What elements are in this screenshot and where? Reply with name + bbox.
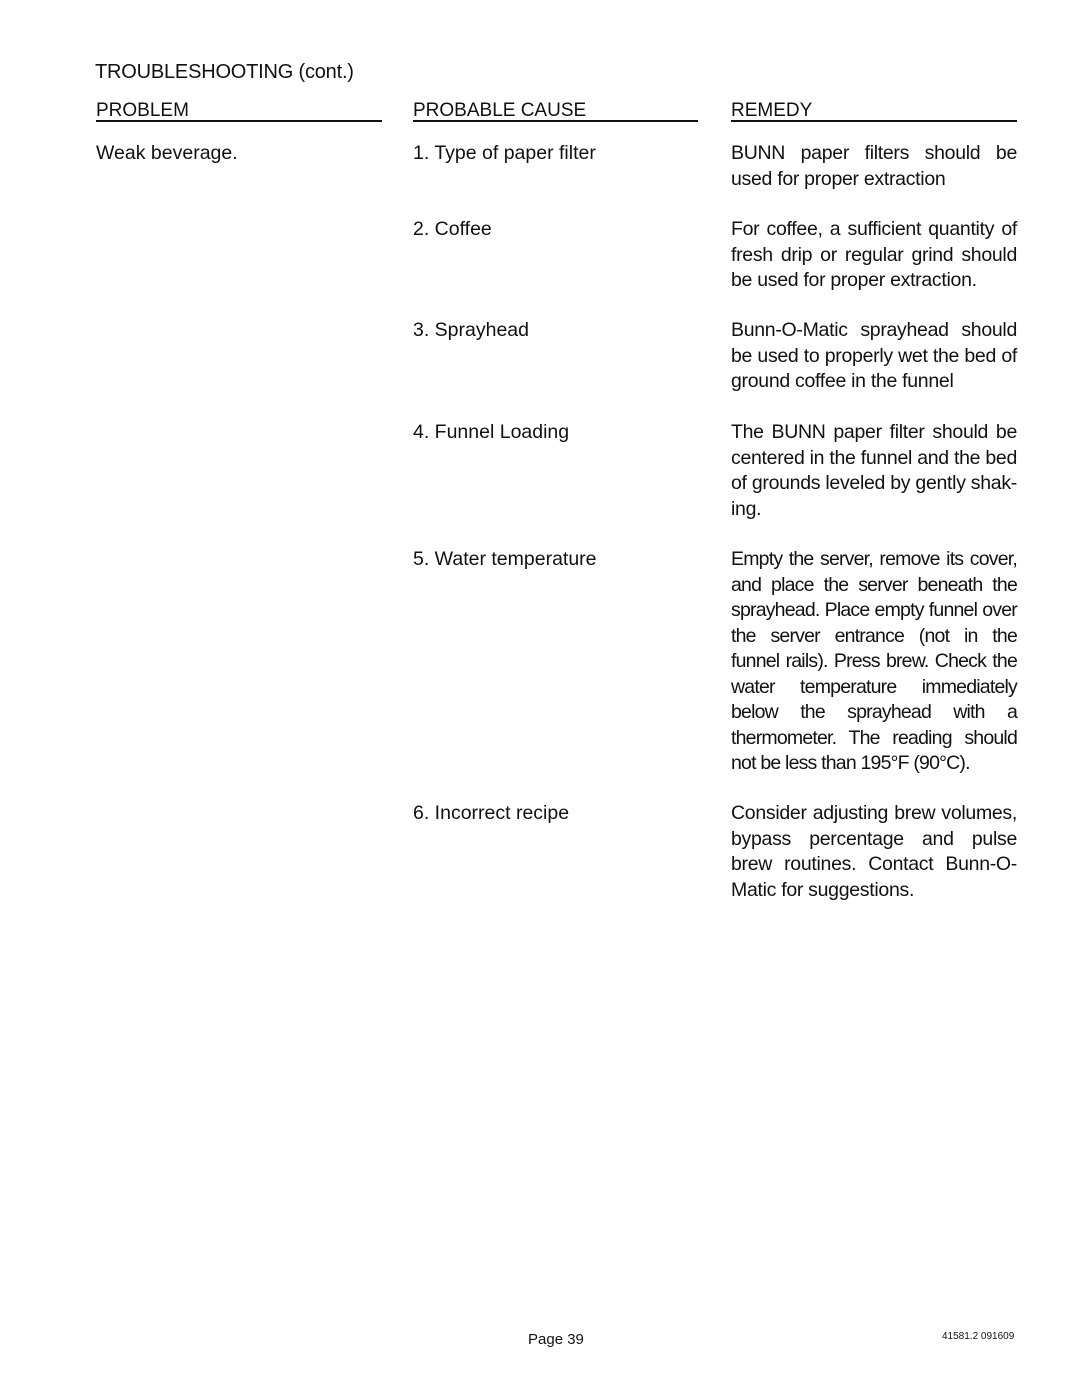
cause-1: 1. Type of paper filter [413, 142, 596, 164]
cause-4: 4. Funnel Loading [413, 421, 570, 443]
cause-2: 2. Coffee [413, 218, 492, 240]
header-probable-cause: PROBABLE CAUSE [413, 100, 698, 122]
remedy-2: For coffee, a sufficient quantity of fresh drip or regular grind should be used for proper extraction. [731, 218, 1017, 291]
remedy-1: BUNN paper filters should be used for proper extraction [731, 142, 1017, 190]
header-remedy: REMEDY [731, 100, 1017, 122]
cause-5: 5. Water temperature [413, 548, 597, 570]
cause-3: 3. Sprayhead [413, 319, 530, 341]
section-title: TROUBLESHOOTING (cont.) [95, 61, 354, 83]
problem-text: Weak beverage. [96, 142, 238, 164]
header-problem: PROBLEM [96, 100, 382, 122]
remedy-5: Empty the server, remove its cover, and place the server beneath the sprayhead. Place empty funnel over the server entrance (not in the funnel rails). Press brew. Check the water temperature immediately below the sprayhead with a thermometer. The reading should not be less than 195°F (90°C). [731, 548, 1017, 774]
remedy-4: The BUNN paper filter should be centered in the funnel and the bed of grounds leveled by gently shak-ing. [731, 421, 1017, 520]
document-code: 41581.2 091609 [942, 1331, 1015, 1342]
remedy-6: Consider adjusting brew volumes, bypass percentage and pulse brew routines. Contact Bunn-O-Matic for suggestions. [731, 802, 1017, 901]
cause-6: 6. Incorrect recipe [413, 802, 570, 824]
remedy-3: Bunn-O-Matic sprayhead should be used to properly wet the bed of ground coffee in the funnel [731, 319, 1017, 392]
page-number: Page 39 [528, 1331, 584, 1348]
